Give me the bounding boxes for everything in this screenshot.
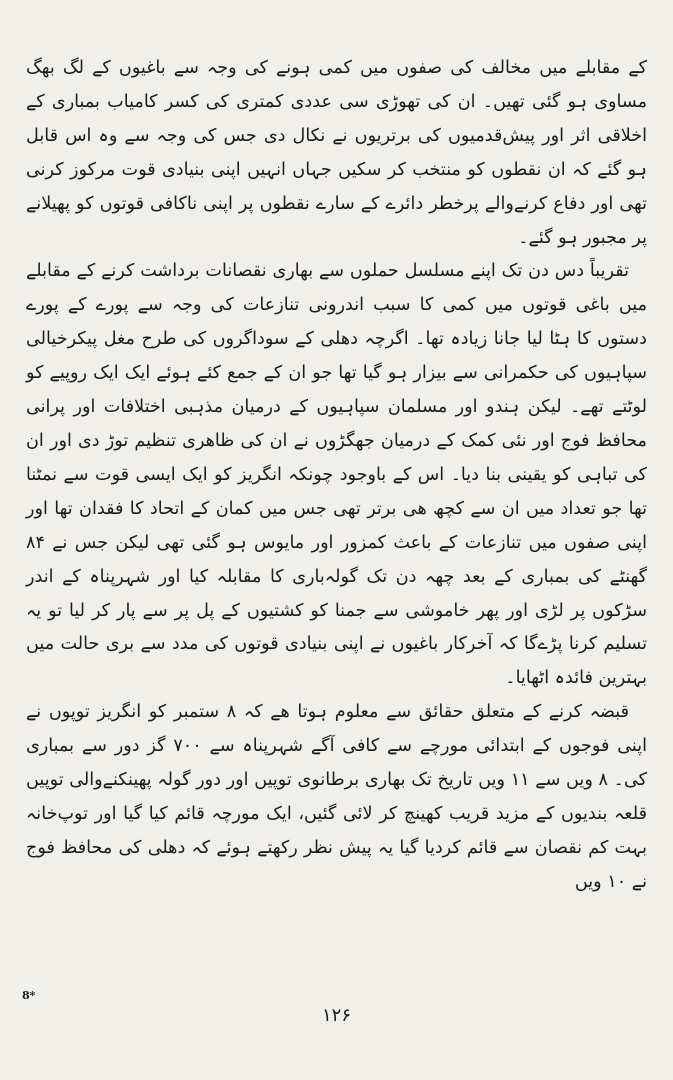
signature-mark: 8*: [22, 989, 36, 1002]
paragraph-3: قبضہ کرنے کے متعلق حقائق سے معلوم ہوتا ھے کہ ۸ ستمبر کو انگریز توپوں نے اپنی فوجوں کے ابتدائی مورچے سے کافی آگے شہرپناہ سے ۷۰۰ گز دور سے بمباری کی۔ ۸ ویں سے ۱۱ ویں تاریخ تک بھاری برطانوی توپیں اور دور گولہ پھینکنےوالی توپیں قلعہ بندیوں کے مزید قریب کھینچ کر لائی گئیں، ایک مورچہ قائم کیا گیا اور توپ‌خانہ بہت کم نقصان سے قائم کردیا گیا یہ پیش نظر رکھتے ہوئے کہ دھلی کی محافظ فوج نے ۱۰ ویں: [26, 702, 647, 892]
paragraph-1: کے مقابلے میں مخالف کی صفوں میں کمی ہونے کی وجہ سے باغیوں کے لگ بھگ مساوی ہو گئی تھیں۔ ان کی تھوڑی سی عددی کمتری کی کسر کامیاب بمباری کے اخلاقی اثر اور پیش‌قدمیوں کی برتریوں نے نکال دی جس کی وجہ سے وہ اس قابل ہو گئے کہ ان نقطوں کو منتخب کر سکیں جہاں انہیں اپنی بنیادی قوت مرکوز کرنی تھی اور دفاع کرنےوالے پرخطر دائرے کے سارے نقطوں پر اپنی ناکافی قوتوں کو پھیلانے پر مجبور ہو گئے۔: [26, 58, 647, 248]
paragraph-2: تقریباً دس دن تک اپنے مسلسل حملوں سے بھاری نقصانات برداشت کرنے کے مقابلے میں باغی قوتوں میں کمی کا سبب اندرونی تنازعات کی وجہ سے پورے کے پورے دستوں کا ہٹا لیا جانا زیادہ تھا۔ اگرچہ دھلی کے سوداگروں کی طرح مغل پیکرخیالی سپاہیوں کی حکمرانی سے بیزار ہو گیا تھا جو ان کے جمع کئے ہوئے ایک ایک روپیے کو لوٹتے تھے۔ لیکن ہندو اور مسلمان سپاہیوں کے درمیان مذہبی اختلافات اور پرانی محافظ فوج اور نئی کمک کے درمیان جھگڑوں نے ان کی ظاھری تنظیم توڑ دی اور ان کی تباہی کو یقینی بنا دیا۔ اس کے باوجود چونکہ انگریز کو ایک ایسی قوت سے نمٹنا تھا جو تعداد میں ان سے کچھ ھی برتر تھی جس میں کمان کے اتحاد کا فقدان تھا اور اپنی صفوں میں تنازعات کے باعث کمزور اور مایوس ہو گئی تھی لیکن جس نے ۸۴ گھنٹے کی بمباری کے بعد چھہ دن تک گولہ‌باری کا مقابلہ کیا اور شہرپناہ کے اندر سڑکوں پر لڑی اور پھر خاموشی سے جمنا کو کشتیوں کے پل پر سے پار کر لیا تو یہ تسلیم کرنا پڑے‌گا کہ آخرکار باغیوں نے اپنی بنیادی قوتوں کی مدد سے بری حالت میں بہترین فائدہ اٹھایا۔: [26, 261, 647, 689]
page-number: ۱۲۶: [321, 1005, 351, 1026]
body-text: [26, 52, 647, 900]
